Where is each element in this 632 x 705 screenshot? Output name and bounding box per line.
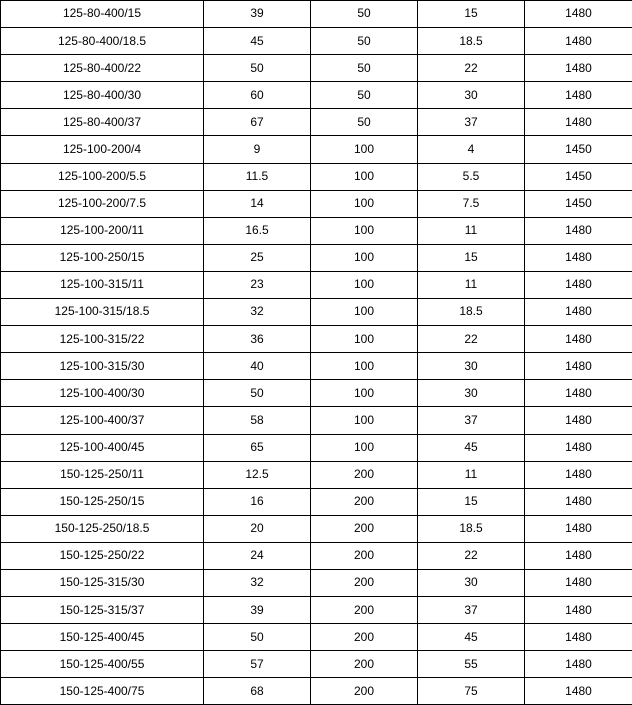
cell-model: 150-125-315/30 <box>1 569 204 596</box>
cell-model: 125-100-400/45 <box>1 434 204 461</box>
cell-flow: 57 <box>204 651 311 678</box>
cell-flow: 39 <box>204 1 311 28</box>
cell-flow: 16.5 <box>204 217 311 244</box>
cell-speed: 1480 <box>525 569 632 596</box>
table-row <box>1 353 632 380</box>
cell-flow: 32 <box>204 299 311 326</box>
cell-flow: 9 <box>204 136 311 163</box>
table-row <box>1 678 632 705</box>
table-row <box>1 407 632 434</box>
cell-speed: 1480 <box>525 82 632 109</box>
cell-flow: 32 <box>204 569 311 596</box>
cell-speed: 1480 <box>525 542 632 569</box>
cell-power: 22 <box>418 55 525 82</box>
cell-head: 100 <box>311 326 418 353</box>
cell-head: 50 <box>311 55 418 82</box>
cell-flow: 68 <box>204 678 311 705</box>
table-row <box>1 624 632 651</box>
cell-power: 30 <box>418 380 525 407</box>
cell-flow: 25 <box>204 244 311 271</box>
cell-model: 150-125-250/11 <box>1 461 204 488</box>
cell-flow: 16 <box>204 488 311 515</box>
cell-flow: 60 <box>204 82 311 109</box>
cell-power: 22 <box>418 542 525 569</box>
cell-model: 125-100-315/11 <box>1 271 204 298</box>
cell-model: 150-125-400/45 <box>1 624 204 651</box>
cell-power: 15 <box>418 488 525 515</box>
cell-speed: 1480 <box>525 244 632 271</box>
cell-power: 15 <box>418 1 525 28</box>
cell-power: 30 <box>418 353 525 380</box>
cell-power: 30 <box>418 569 525 596</box>
cell-model: 125-100-315/30 <box>1 353 204 380</box>
cell-power: 7.5 <box>418 190 525 217</box>
cell-flow: 20 <box>204 515 311 542</box>
cell-speed: 1480 <box>525 678 632 705</box>
cell-head: 200 <box>311 597 418 624</box>
cell-speed: 1480 <box>525 407 632 434</box>
cell-speed: 1480 <box>525 380 632 407</box>
cell-power: 45 <box>418 624 525 651</box>
cell-power: 5.5 <box>418 163 525 190</box>
cell-speed: 1480 <box>525 326 632 353</box>
table-body <box>1 1 632 705</box>
cell-speed: 1480 <box>525 461 632 488</box>
cell-flow: 12.5 <box>204 461 311 488</box>
cell-model: 150-125-250/22 <box>1 542 204 569</box>
cell-head: 200 <box>311 651 418 678</box>
cell-model: 125-100-315/18.5 <box>1 299 204 326</box>
cell-head: 50 <box>311 82 418 109</box>
cell-model: 125-100-400/37 <box>1 407 204 434</box>
cell-power: 45 <box>418 434 525 461</box>
cell-speed: 1480 <box>525 28 632 55</box>
cell-power: 11 <box>418 271 525 298</box>
cell-model: 125-100-200/4 <box>1 136 204 163</box>
table-row <box>1 515 632 542</box>
cell-power: 37 <box>418 109 525 136</box>
cell-speed: 1450 <box>525 136 632 163</box>
cell-flow: 45 <box>204 28 311 55</box>
cell-head: 100 <box>311 136 418 163</box>
cell-head: 100 <box>311 299 418 326</box>
table-row <box>1 55 632 82</box>
table-row <box>1 542 632 569</box>
cell-power: 55 <box>418 651 525 678</box>
cell-model: 125-80-400/37 <box>1 109 204 136</box>
cell-power: 11 <box>418 217 525 244</box>
cell-head: 200 <box>311 678 418 705</box>
table-row <box>1 271 632 298</box>
cell-head: 200 <box>311 515 418 542</box>
cell-head: 200 <box>311 461 418 488</box>
cell-head: 100 <box>311 380 418 407</box>
table-row <box>1 461 632 488</box>
cell-power: 75 <box>418 678 525 705</box>
cell-speed: 1480 <box>525 488 632 515</box>
cell-flow: 50 <box>204 624 311 651</box>
cell-model: 150-125-400/75 <box>1 678 204 705</box>
cell-model: 150-125-315/37 <box>1 597 204 624</box>
table-row <box>1 434 632 461</box>
cell-model: 150-125-400/55 <box>1 651 204 678</box>
cell-head: 200 <box>311 542 418 569</box>
cell-speed: 1450 <box>525 163 632 190</box>
table-row <box>1 380 632 407</box>
cell-head: 100 <box>311 163 418 190</box>
cell-flow: 40 <box>204 353 311 380</box>
table-row <box>1 82 632 109</box>
cell-power: 18.5 <box>418 28 525 55</box>
cell-speed: 1480 <box>525 271 632 298</box>
table-row <box>1 597 632 624</box>
cell-power: 18.5 <box>418 299 525 326</box>
cell-head: 100 <box>311 353 418 380</box>
cell-flow: 36 <box>204 326 311 353</box>
cell-flow: 65 <box>204 434 311 461</box>
table-row <box>1 488 632 515</box>
cell-flow: 58 <box>204 407 311 434</box>
cell-model: 125-100-315/22 <box>1 326 204 353</box>
table-row <box>1 569 632 596</box>
table-row <box>1 217 632 244</box>
cell-model: 125-100-200/5.5 <box>1 163 204 190</box>
cell-head: 100 <box>311 190 418 217</box>
table-row <box>1 136 632 163</box>
cell-head: 200 <box>311 488 418 515</box>
table-row <box>1 651 632 678</box>
cell-power: 37 <box>418 407 525 434</box>
cell-model: 125-100-200/11 <box>1 217 204 244</box>
cell-power: 18.5 <box>418 515 525 542</box>
cell-power: 37 <box>418 597 525 624</box>
cell-head: 200 <box>311 624 418 651</box>
cell-head: 100 <box>311 271 418 298</box>
cell-speed: 1480 <box>525 109 632 136</box>
cell-head: 100 <box>311 217 418 244</box>
cell-model: 125-80-400/22 <box>1 55 204 82</box>
cell-head: 50 <box>311 1 418 28</box>
cell-flow: 39 <box>204 597 311 624</box>
cell-flow: 50 <box>204 55 311 82</box>
cell-speed: 1480 <box>525 1 632 28</box>
cell-model: 125-100-400/30 <box>1 380 204 407</box>
table-row <box>1 1 632 28</box>
cell-model: 150-125-250/15 <box>1 488 204 515</box>
cell-model: 125-100-200/7.5 <box>1 190 204 217</box>
cell-head: 50 <box>311 109 418 136</box>
cell-head: 100 <box>311 407 418 434</box>
cell-flow: 50 <box>204 380 311 407</box>
cell-flow: 14 <box>204 190 311 217</box>
cell-model: 125-80-400/30 <box>1 82 204 109</box>
cell-flow: 11.5 <box>204 163 311 190</box>
cell-head: 100 <box>311 434 418 461</box>
cell-head: 200 <box>311 569 418 596</box>
table-row <box>1 190 632 217</box>
cell-speed: 1480 <box>525 217 632 244</box>
cell-head: 50 <box>311 28 418 55</box>
cell-speed: 1480 <box>525 299 632 326</box>
cell-speed: 1450 <box>525 190 632 217</box>
cell-speed: 1480 <box>525 353 632 380</box>
table-row <box>1 109 632 136</box>
cell-power: 4 <box>418 136 525 163</box>
cell-power: 30 <box>418 82 525 109</box>
cell-speed: 1480 <box>525 55 632 82</box>
cell-speed: 1480 <box>525 651 632 678</box>
cell-head: 100 <box>311 244 418 271</box>
table-row <box>1 163 632 190</box>
table-row <box>1 326 632 353</box>
cell-speed: 1480 <box>525 624 632 651</box>
cell-flow: 23 <box>204 271 311 298</box>
cell-power: 22 <box>418 326 525 353</box>
cell-power: 15 <box>418 244 525 271</box>
cell-model: 125-80-400/15 <box>1 1 204 28</box>
cell-flow: 24 <box>204 542 311 569</box>
cell-flow: 67 <box>204 109 311 136</box>
cell-speed: 1480 <box>525 597 632 624</box>
cell-model: 125-100-250/15 <box>1 244 204 271</box>
table-row <box>1 244 632 271</box>
table-row <box>1 28 632 55</box>
cell-speed: 1480 <box>525 515 632 542</box>
table-row <box>1 299 632 326</box>
cell-power: 11 <box>418 461 525 488</box>
cell-model: 125-80-400/18.5 <box>1 28 204 55</box>
cell-speed: 1480 <box>525 434 632 461</box>
cell-model: 150-125-250/18.5 <box>1 515 204 542</box>
